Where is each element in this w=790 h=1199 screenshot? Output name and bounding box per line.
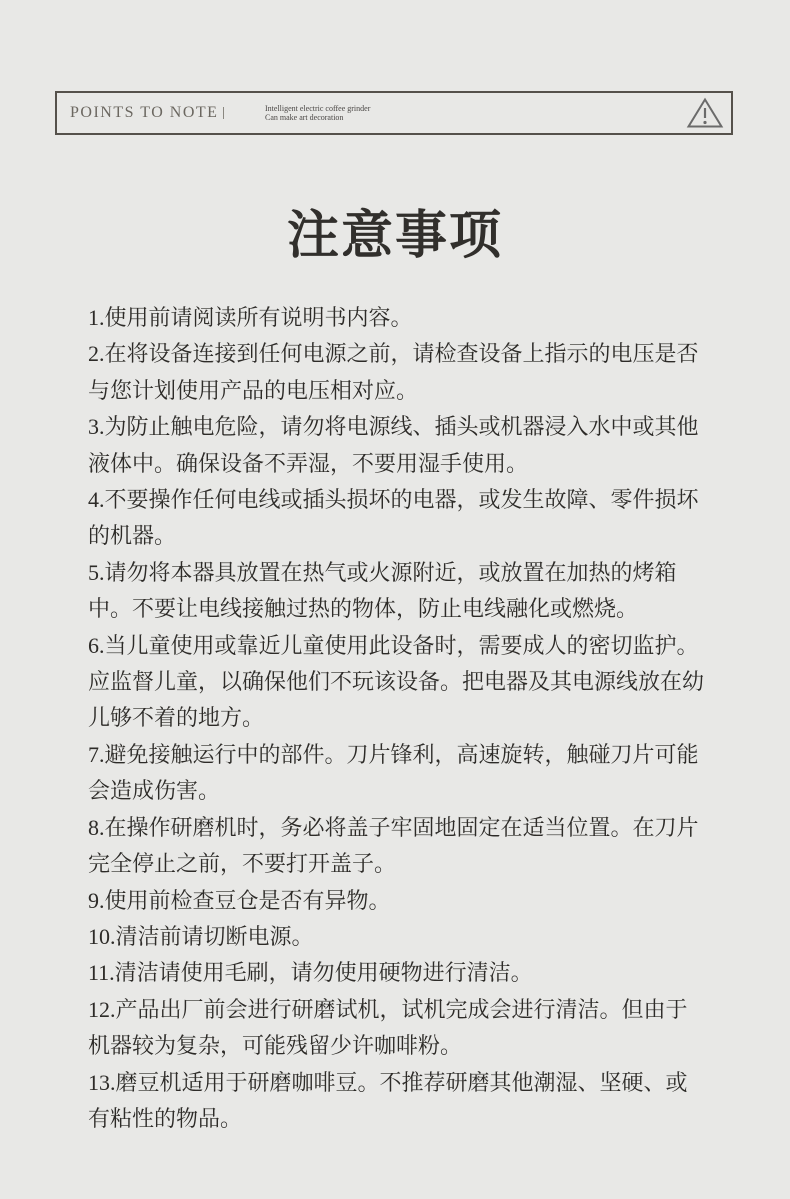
- header-divider: [223, 107, 224, 119]
- note-item-13: 13.磨豆机适用于研磨咖啡豆。不推荐研磨其他潮湿、坚硬、或有粘性的物品。: [88, 1069, 688, 1131]
- note-item-1: 1.使用前请阅读所有说明书内容。: [88, 305, 413, 330]
- page-title: 注意事项: [286, 208, 503, 265]
- note-item-3: 3.为防止触电危险，请勿将电源线、插头或机器浸入水中或其他液体中。确保设备不弄湿，不要用湿手使用。: [88, 414, 699, 476]
- note-item-7: 7.避免接触运行中的部件。刀片锋利，高速旋转，触碰刀片可能会造成伤害。: [88, 741, 699, 804]
- note-item-2: 2.在将设备连接到任何电源之前，请检查设备上指示的电压是否与您计划使用产品的电压相对应。: [88, 341, 699, 403]
- warning-triangle-icon: [686, 97, 724, 129]
- note-item-10: 10.清洁前请切断电源。: [88, 923, 314, 949]
- note-item-6: 6.当儿童使用或靠近儿童使用此设备时，需要成人的密切监护。应监督儿童，以确保他们不玩该设备。把电器及其电源线放在幼儿够不着的地方。: [88, 632, 705, 731]
- header-subtitle-line1: Intelligent electric coffee grinder: [265, 104, 371, 113]
- header-title: POINTS TO NOTE: [70, 104, 219, 121]
- header-subtitle: [265, 104, 370, 122]
- note-item-8: 8.在操作研磨机时，务必将盖子牢固地固定在适当位置。在刀片完全停止之前，不要打开盖子。: [88, 814, 699, 877]
- header-subtitle-line2: Can make art decoration: [265, 113, 344, 122]
- note-item-12: 12.产品出厂前会进行研磨试机，试机完成会进行清洁。但由于机器较为复杂，可能残留少许咖啡粉。: [88, 996, 688, 1059]
- note-item-9: 9.使用前检查豆仓是否有异物。: [88, 887, 391, 913]
- note-item-11: 11.清洁请使用毛刷，请勿使用硬物进行清洁。: [88, 960, 533, 986]
- header-bar: [55, 91, 733, 135]
- notes-list: [88, 300, 708, 1137]
- note-item-4: 4.不要操作任何电线或插头损坏的电器，或发生故障、零件损坏的机器。: [88, 487, 699, 549]
- note-item-5: 5.请勿将本器具放置在热气或火源附近，或放置在加热的烤箱中。不要让电线接触过热的物体，防止电线融化或燃烧。: [88, 559, 677, 622]
